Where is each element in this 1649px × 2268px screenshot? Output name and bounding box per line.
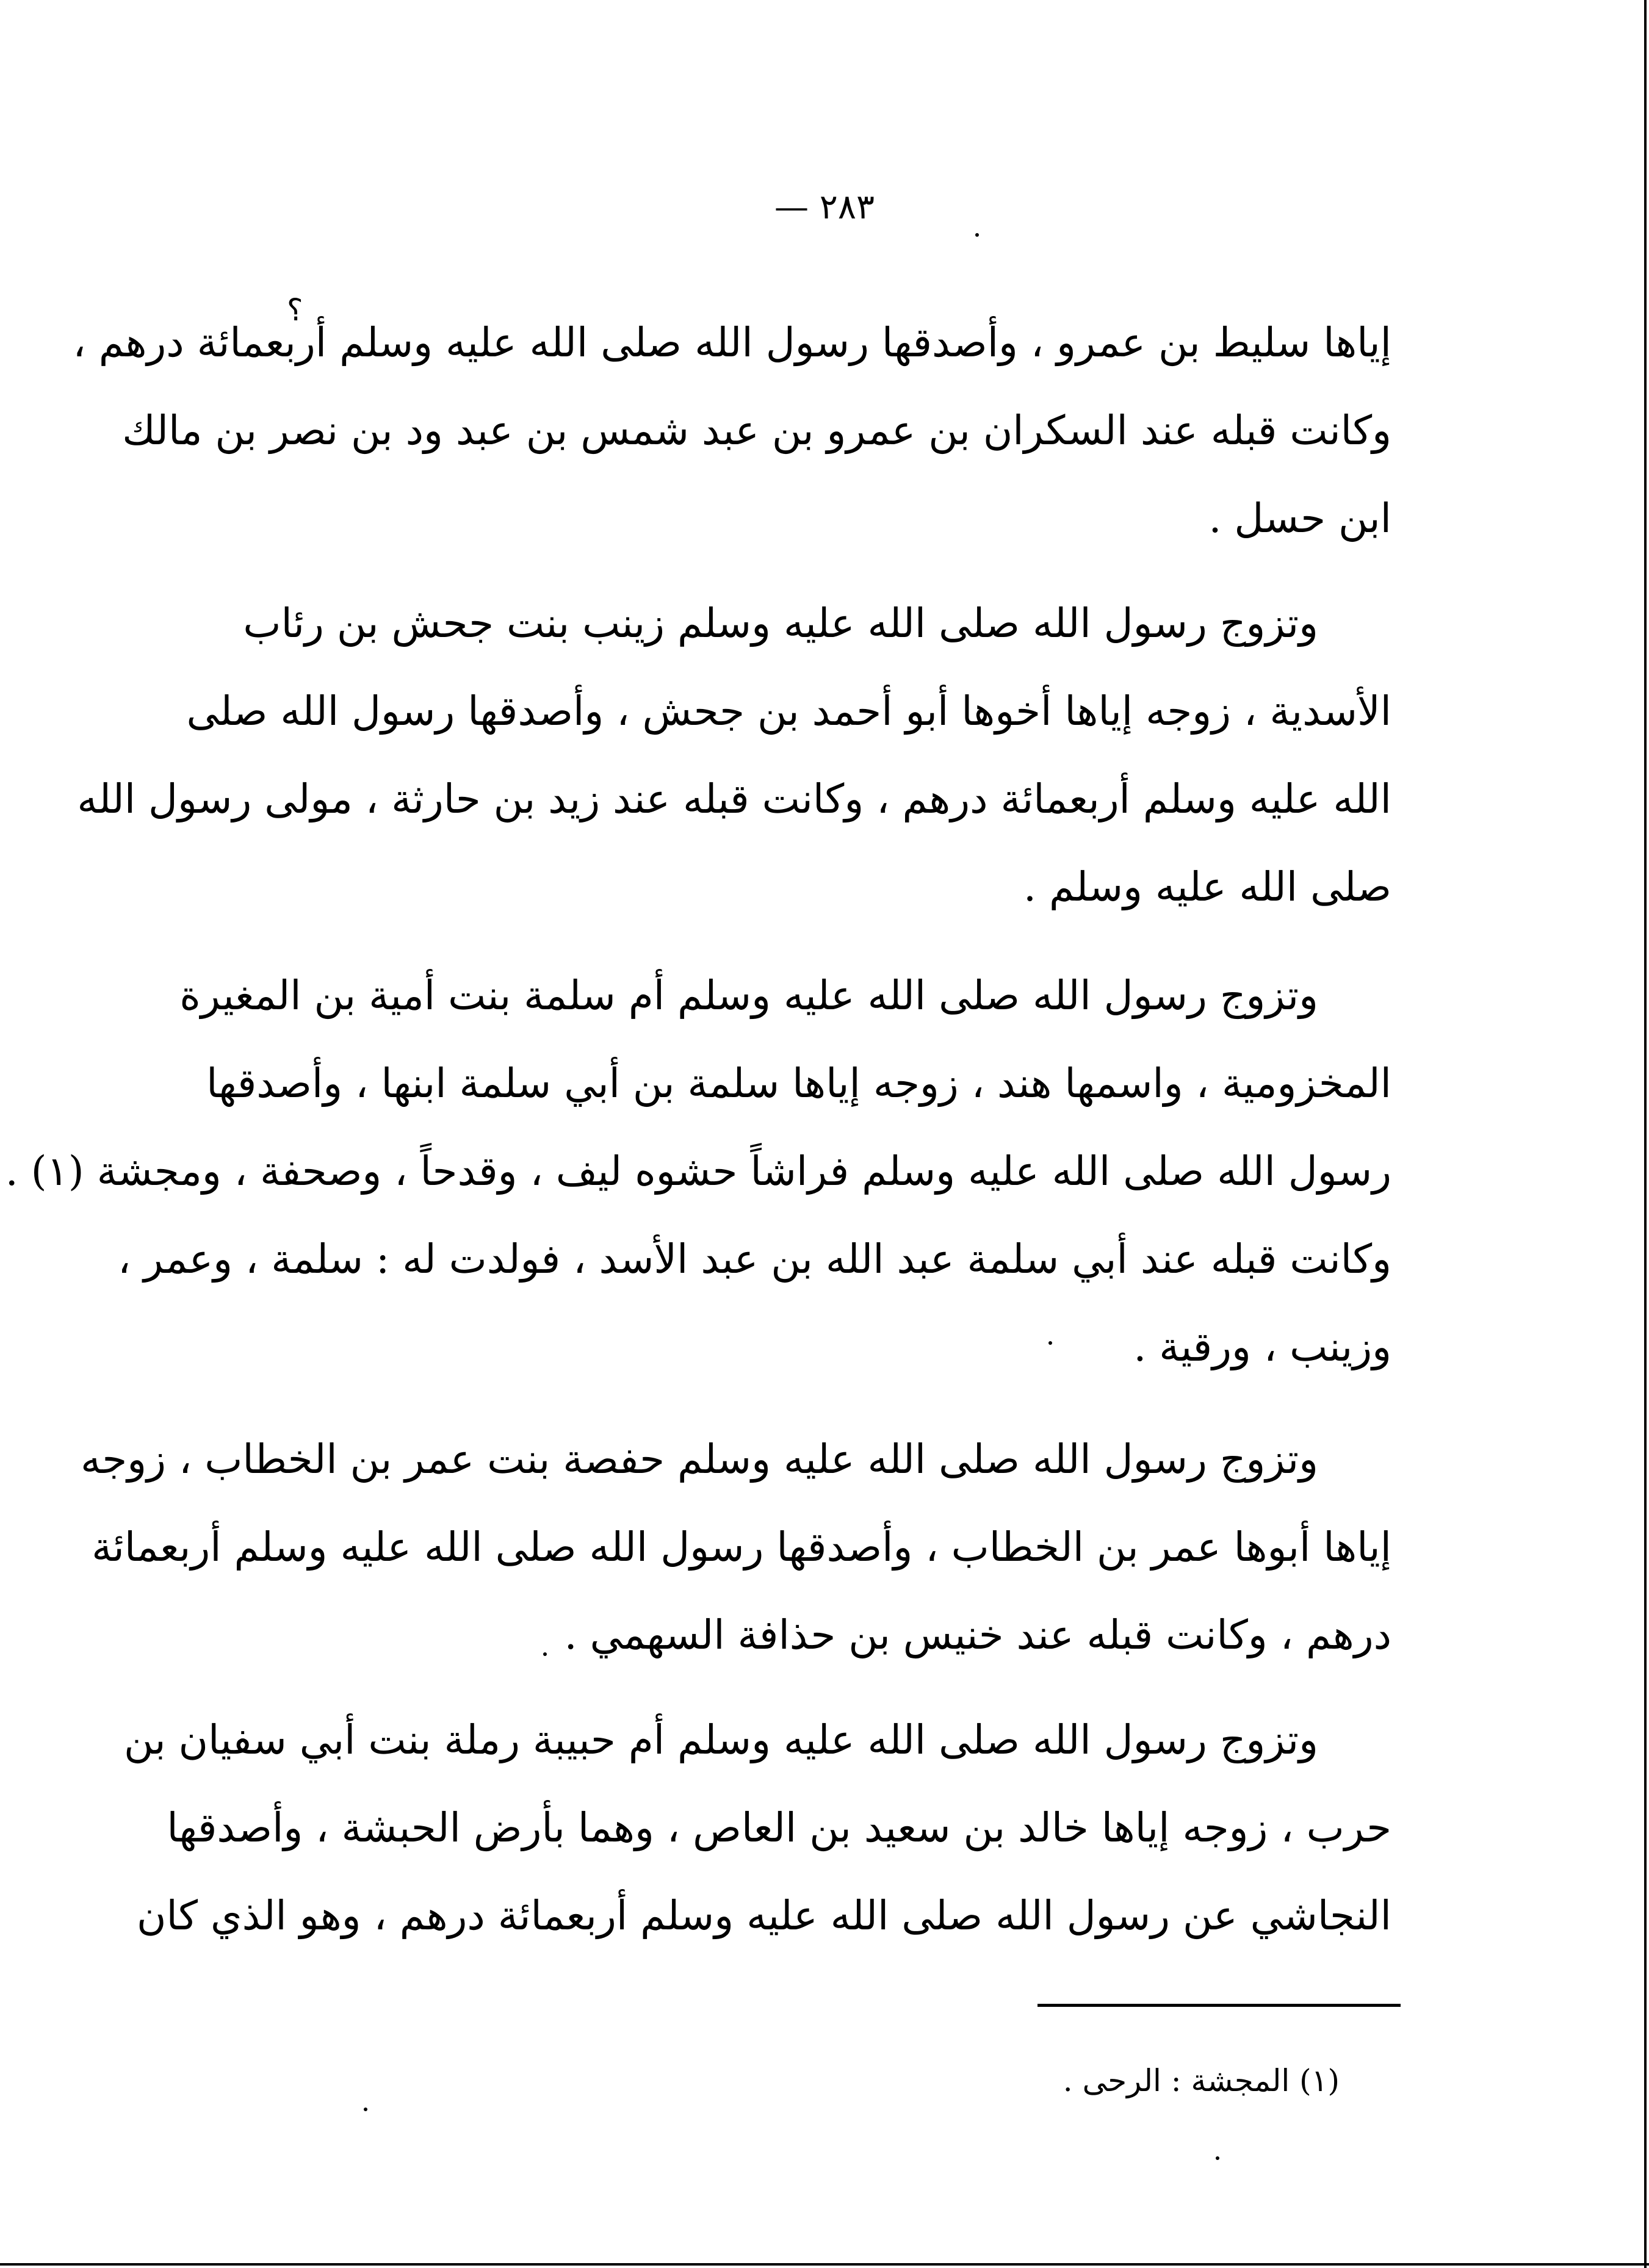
scan-border-bottom: [0, 2263, 1649, 2266]
paragraph-3: [5, 952, 1391, 1391]
paragraph-line: النجاشي عن رسول الله صلى الله عليه وسلم أربعمائة درهم ، وهو الذي كان: [137, 1892, 1391, 1939]
scan-border-right: [1644, 0, 1647, 2268]
paragraph-line: إياها سليط بن عمرو ، وأصدقها رسول الله صلى الله عليه وسلم أربعمائة درهم ،: [73, 319, 1391, 366]
paragraph-line: وزينب ، ورقية .: [1133, 1323, 1391, 1370]
margin-annotation-mark: ؟: [287, 292, 303, 328]
paragraph-line: ابن حسل .: [1208, 495, 1391, 542]
paragraph-line: وتزوج رسول الله صلى الله عليه وسلم حفصة بنت عمر بن الخطاب ، زوجه: [81, 1436, 1318, 1483]
paragraph-1: [73, 299, 1391, 563]
paragraph-line: درهم ، وكانت قبله عند خنيس بن حذافة السهمي .: [564, 1611, 1391, 1658]
footnote-divider: [1037, 2004, 1401, 2007]
paragraph-line: الله عليه وسلم أربعمائة درهم ، وكانت قبله عند زيد بن حارثة ، مولى رسول الله: [77, 776, 1391, 823]
scan-speck: [364, 2108, 367, 2111]
paragraph-line: وتزوج رسول الله صلى الله عليه وسلم أم سلمة بنت أمية بن المغيرة: [179, 972, 1318, 1019]
footnote: (١) المجشة : الرحى .: [1063, 2063, 1340, 2098]
paragraph-line: وتزوج رسول الله صلى الله عليه وسلم زينب بنت جحش بن رئاب: [243, 600, 1318, 647]
paragraph-line: وتزوج رسول الله صلى الله عليه وسلم أم حبيبة رملة بنت أبي سفيان بن: [123, 1716, 1318, 1763]
paragraph-line: صلى الله عليه وسلم .: [1023, 863, 1391, 910]
page-number: ٢٨٣ —: [774, 187, 875, 227]
paragraph-line: الأسدية ، زوجه إياها أخوها أبو أحمد بن جحش ، وأصدقها رسول الله صلى: [186, 688, 1391, 735]
paragraph-4: [81, 1416, 1391, 1679]
scan-speck: [1216, 2156, 1219, 2160]
paragraph-line: رسول الله صلى الله عليه وسلم فراشاً حشوه ليف ، وقدحاً ، وصحفة ، ومجشة (١) .: [5, 1148, 1391, 1195]
paragraph-line: وكانت قبله عند السكران بن عمرو بن عبد شمس بن عبد ود بن نصر بن مالك: [122, 407, 1391, 454]
paragraph-line: وكانت قبله عند أبي سلمة عبد الله بن عبد الأسد ، فولدت له : سلمة ، وعمر ،: [117, 1236, 1391, 1283]
paragraph-5: [123, 1696, 1391, 1960]
scan-speck: [1048, 1341, 1052, 1345]
paragraph-line: المخزومية ، واسمها هند ، زوجه إياها سلمة بن أبي سلمة ابنها ، وأصدقها: [206, 1060, 1391, 1107]
scan-speck: [975, 233, 979, 237]
paragraph-line: حرب ، زوجه إياها خالد بن سعيد بن العاص ، وهما بأرض الحبشة ، وأصدقها: [167, 1804, 1391, 1851]
paragraph-line: إياها أبوها عمر بن الخطاب ، وأصدقها رسول الله صلى الله عليه وسلم أربعمائة: [92, 1524, 1391, 1571]
scan-speck: [543, 1652, 547, 1656]
paragraph-2: [77, 580, 1391, 931]
